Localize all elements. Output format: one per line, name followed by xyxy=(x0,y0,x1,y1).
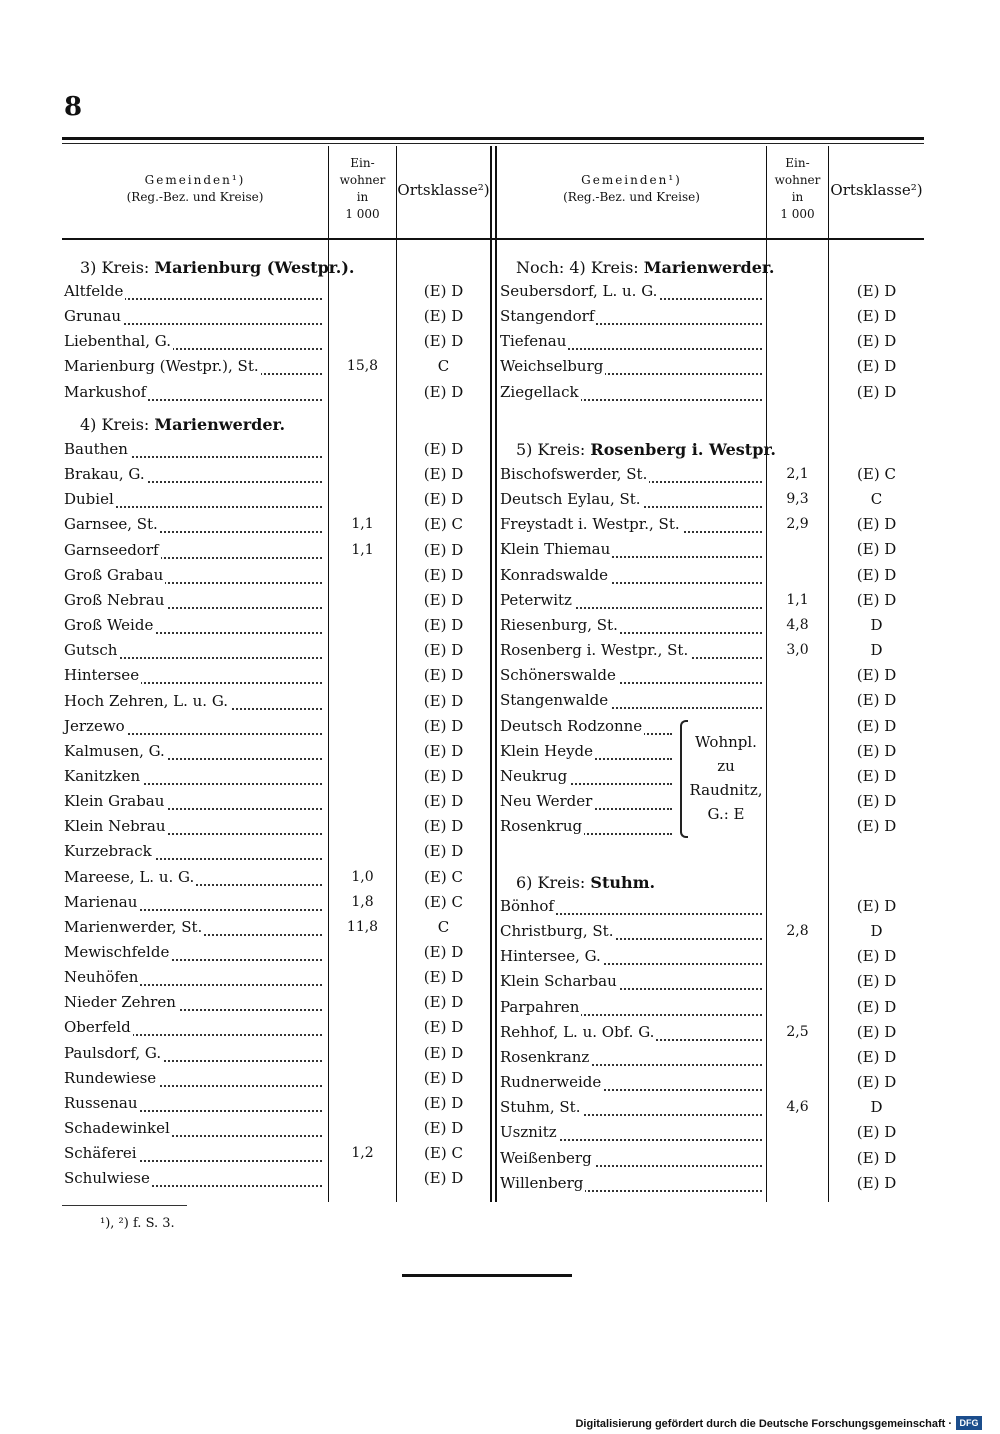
end-rule xyxy=(402,1274,572,1277)
footnote-rule xyxy=(62,1205,187,1206)
table-row xyxy=(64,440,490,462)
header-gemeinden-right: Gemeinden¹) (Reg.-Bez. und Kreise) xyxy=(563,173,700,204)
gemeinde-name: Neuhöfen xyxy=(64,968,139,986)
ortsklasse-value: (E) D xyxy=(856,897,897,915)
page-number: 8 xyxy=(64,92,83,122)
ortsklasse-value: (E) D xyxy=(856,591,897,609)
ortsklasse-value: (E) C xyxy=(857,465,896,483)
brace-note: Wohnpl. zu Raudnitz, G.: E xyxy=(689,733,763,823)
ortsklasse-value: (E) D xyxy=(856,1123,897,1141)
table-row xyxy=(64,1044,490,1066)
gemeinde-name: Weichselburg xyxy=(500,357,604,375)
table-row xyxy=(64,717,490,739)
gemeinde-name: Schönerswalde xyxy=(500,666,616,684)
einwohner-value: 1,1 xyxy=(351,542,374,558)
table-row xyxy=(64,666,490,688)
einwohner-value: 1,1 xyxy=(786,592,809,608)
table-row xyxy=(64,1119,490,1141)
gemeinde-name: Rosenkranz xyxy=(500,1048,590,1066)
ortsklasse-value: (E) D xyxy=(423,666,464,684)
gemeinde-name: Kalmusen, G. xyxy=(64,742,165,760)
gemeinde-name: Groß Weide xyxy=(64,616,154,634)
table-row xyxy=(500,566,924,588)
gemeinde-name: Seubersdorf, L. u. G. xyxy=(500,282,658,300)
ortsklasse-value: (E) D xyxy=(856,1149,897,1167)
einwohner-value: 1,1 xyxy=(351,516,374,532)
ortsklasse-value: (E) D xyxy=(856,307,897,325)
gemeinde-name: Rosenberg i. Westpr., St. xyxy=(500,641,689,659)
gemeinde-name: Klein Heyde xyxy=(500,742,594,760)
ortsklasse-value: (E) C xyxy=(424,868,463,886)
gemeinde-name: Kanitzken xyxy=(64,767,141,785)
ortsklasse-value: (E) D xyxy=(856,282,897,300)
ortsklasse-value: (E) D xyxy=(856,515,897,533)
ortsklasse-value: (E) D xyxy=(856,540,897,558)
table-row xyxy=(64,692,490,714)
gemeinde-name: Deutsch Rodzonne xyxy=(500,717,643,735)
gemeinde-name: Jerzewo xyxy=(64,717,125,735)
table-row xyxy=(64,893,490,915)
table-row xyxy=(64,616,490,638)
header-rule xyxy=(62,238,924,240)
ortsklasse-value: (E) D xyxy=(856,666,897,684)
table-row xyxy=(500,616,924,638)
einwohner-value: 4,6 xyxy=(786,1099,809,1115)
gemeinde-name: Schäferei xyxy=(64,1144,137,1162)
gemeinde-name: Paulsdorf, G. xyxy=(64,1044,162,1062)
einwohner-value: 2,5 xyxy=(786,1024,809,1040)
gemeinde-name: Stangendorf xyxy=(500,307,595,325)
gemeinde-name: Kurzebrack xyxy=(64,842,152,860)
ortsklasse-value: (E) D xyxy=(423,1169,464,1187)
ortsklasse-value: (E) D xyxy=(856,332,897,350)
top-rule xyxy=(62,137,924,140)
center-double-line xyxy=(490,146,492,1202)
table-row xyxy=(500,922,924,944)
table-row xyxy=(64,282,490,304)
gemeinde-name: Markushof xyxy=(64,383,147,401)
gemeinde-name: Mewischfelde xyxy=(64,943,170,961)
ortsklasse-value: (E) D xyxy=(423,742,464,760)
gemeinde-name: Bönhof xyxy=(500,897,554,915)
ortsklasse-value: (E) D xyxy=(423,717,464,735)
einwohner-value: 1,8 xyxy=(351,894,374,910)
table-row xyxy=(500,1123,924,1145)
table-row xyxy=(64,868,490,890)
ortsklasse-value: (E) D xyxy=(856,691,897,709)
gemeinde-name: Groß Nebrau xyxy=(64,591,165,609)
ortsklasse-value: (E) D xyxy=(423,792,464,810)
ortsklasse-value: (E) D xyxy=(423,641,464,659)
table-row xyxy=(500,332,924,354)
table-row xyxy=(64,307,490,329)
table-row xyxy=(500,1048,924,1070)
einwohner-value: 1,0 xyxy=(351,869,374,885)
table-row xyxy=(64,943,490,965)
table-row xyxy=(64,515,490,537)
gemeinde-name: Marienau xyxy=(64,893,138,911)
gemeinde-name: Willenberg xyxy=(500,1174,584,1192)
table-row xyxy=(64,357,490,379)
gemeinde-name: Dubiel xyxy=(64,490,114,508)
section-name: Stuhm. xyxy=(590,873,656,892)
section-prefix: Noch: 4) Kreis: xyxy=(516,258,644,277)
header-ortsklasse-left: Ortsklasse²) xyxy=(397,181,490,199)
gemeinde-name: Garnsee, St. xyxy=(64,515,158,533)
ortsklasse-value: (E) D xyxy=(856,1023,897,1041)
gemeinde-name: Altfelde xyxy=(64,282,124,300)
ortsklasse-value: C xyxy=(870,490,883,508)
ortsklasse-value: (E) D xyxy=(423,1069,464,1087)
ortsklasse-value: D xyxy=(870,616,883,634)
ortsklasse-value: (E) D xyxy=(423,490,464,508)
table-row xyxy=(500,465,924,487)
table-row xyxy=(500,666,924,688)
ortsklasse-value: (E) D xyxy=(423,465,464,483)
gemeinde-name: Konradswalde xyxy=(500,566,608,584)
table-row xyxy=(500,641,924,663)
table-row xyxy=(500,972,924,994)
ortsklasse-value: C xyxy=(437,918,450,936)
einwohner-value: 2,9 xyxy=(786,516,809,532)
einwohner-value: 1,2 xyxy=(351,1145,374,1161)
table-row xyxy=(500,540,924,562)
table-row xyxy=(64,1094,490,1116)
table-row xyxy=(500,691,924,713)
gemeinde-name: Hintersee, G. xyxy=(500,947,601,965)
gemeinde-name: Hintersee xyxy=(64,666,140,684)
table-row xyxy=(64,918,490,940)
table-row xyxy=(64,490,490,512)
table-row xyxy=(500,307,924,329)
section-title xyxy=(516,440,776,459)
center-double-line xyxy=(495,146,497,1202)
gemeinde-name: Rehhof, L. u. Obf. G. xyxy=(500,1023,655,1041)
ortsklasse-value: (E) D xyxy=(856,1174,897,1192)
table-row xyxy=(500,1174,924,1196)
table-row xyxy=(64,1018,490,1040)
gemeinde-name: Stuhm, St. xyxy=(500,1098,581,1116)
table-row xyxy=(64,742,490,764)
gemeinde-name: Deutsch Eylau, St. xyxy=(500,490,641,508)
einwohner-value: 9,3 xyxy=(786,491,809,507)
table-row xyxy=(64,842,490,864)
table-row xyxy=(64,1144,490,1166)
table-row xyxy=(500,897,924,919)
ortsklasse-value: (E) D xyxy=(423,1044,464,1062)
ortsklasse-value: (E) D xyxy=(423,566,464,584)
gemeinde-name: Usznitz xyxy=(500,1123,557,1141)
einwohner-value: 11,8 xyxy=(346,919,379,935)
ortsklasse-value: (E) D xyxy=(856,383,897,401)
gemeinde-name: Groß Grabau xyxy=(64,566,164,584)
ortsklasse-value: (E) D xyxy=(423,440,464,458)
table-row xyxy=(500,357,924,379)
gemeinde-name: Liebenthal, G. xyxy=(64,332,171,350)
section-title xyxy=(80,415,285,434)
gemeinde-name: Riesenburg, St. xyxy=(500,616,618,634)
table-row xyxy=(64,1169,490,1191)
table-row xyxy=(500,1149,924,1171)
gemeinde-name: Oberfeld xyxy=(64,1018,131,1036)
gemeinde-name: Rosenkrug xyxy=(500,817,583,835)
table-row xyxy=(64,383,490,405)
gemeinde-name: Marienburg (Westpr.), St. xyxy=(64,357,259,375)
gemeinde-name: Mareese, L. u. G. xyxy=(64,868,195,886)
einwohner-value: 2,1 xyxy=(786,466,809,482)
ortsklasse-value: (E) D xyxy=(423,1119,464,1137)
gemeinde-name: Rundewiese xyxy=(64,1069,157,1087)
gemeinde-name: Weißenberg xyxy=(500,1149,592,1167)
ortsklasse-value: (E) D xyxy=(423,307,464,325)
ortsklasse-value: (E) D xyxy=(856,998,897,1016)
gemeinde-name: Bischofswerder, St. xyxy=(500,465,648,483)
gemeinde-name: Klein Scharbau xyxy=(500,972,617,990)
gemeinde-name: Grunau xyxy=(64,307,122,325)
table-row xyxy=(64,968,490,990)
ortsklasse-value: (E) D xyxy=(423,943,464,961)
ortsklasse-value: D xyxy=(870,922,883,940)
table-row xyxy=(500,515,924,537)
ortsklasse-value: (E) D xyxy=(423,767,464,785)
gemeinde-name: Ziegellack xyxy=(500,383,579,401)
ortsklasse-value: (E) D xyxy=(423,282,464,300)
header-einwohner-left: Ein- wohner in 1 000 xyxy=(339,156,386,221)
header-ortsklasse-right: Ortsklasse²) xyxy=(830,181,923,199)
footnote: ¹), ²) f. S. 3. xyxy=(100,1216,175,1231)
einwohner-value: 15,8 xyxy=(346,358,379,374)
table-row xyxy=(500,998,924,1020)
ortsklasse-value: (E) D xyxy=(856,742,897,760)
gemeinde-name: Schulwiese xyxy=(64,1169,150,1187)
einwohner-value: 4,8 xyxy=(786,617,809,633)
dfg-logo: DFG xyxy=(956,1416,982,1430)
table-row xyxy=(500,383,924,405)
table-row xyxy=(500,591,924,613)
ortsklasse-value: (E) D xyxy=(423,842,464,860)
ortsklasse-value: C xyxy=(437,357,450,375)
ortsklasse-value: D xyxy=(870,641,883,659)
ortsklasse-value: (E) D xyxy=(856,566,897,584)
ortsklasse-value: (E) D xyxy=(856,947,897,965)
header-gemeinden-left: Gemeinden¹) (Reg.-Bez. und Kreise) xyxy=(126,173,264,204)
gemeinde-name: Nieder Zehren xyxy=(64,993,176,1011)
table-row xyxy=(500,490,924,512)
gemeinde-name: Stangenwalde xyxy=(500,691,609,709)
einwohner-value: 2,8 xyxy=(786,923,809,939)
ortsklasse-value: (E) D xyxy=(423,692,464,710)
gemeinde-name: Brakau, G. xyxy=(64,465,145,483)
table-row xyxy=(64,817,490,839)
ortsklasse-value: (E) D xyxy=(423,541,464,559)
credit-line: Digitalisierung gefördert durch die Deutsche Forschungsgemeinschaft · xyxy=(575,1418,952,1430)
ortsklasse-value: (E) D xyxy=(856,792,897,810)
gemeinde-name: Peterwitz xyxy=(500,591,572,609)
ortsklasse-value: (E) C xyxy=(424,1144,463,1162)
top-rule-thin xyxy=(62,143,924,144)
ortsklasse-value: (E) D xyxy=(423,1094,464,1112)
gemeinde-name: Parpahren xyxy=(500,998,580,1016)
section-prefix: 5) Kreis: xyxy=(516,440,591,459)
gemeinde-name: Klein Grabau xyxy=(64,792,165,810)
gemeinde-name: Freystadt i. Westpr., St. xyxy=(500,515,680,533)
ortsklasse-value: (E) D xyxy=(423,1018,464,1036)
ortsklasse-value: (E) D xyxy=(423,616,464,634)
section-name: Marienwerder. xyxy=(643,258,775,277)
ortsklasse-value: (E) D xyxy=(856,817,897,835)
ortsklasse-value: (E) D xyxy=(856,1073,897,1091)
table-row xyxy=(64,465,490,487)
ortsklasse-value: (E) D xyxy=(423,591,464,609)
ortsklasse-value: (E) D xyxy=(856,1048,897,1066)
section-title xyxy=(516,258,774,277)
section-prefix: 6) Kreis: xyxy=(516,873,591,892)
table-row xyxy=(500,1098,924,1120)
table-row xyxy=(64,767,490,789)
section-name: Marienwerder. xyxy=(154,415,286,434)
table-row xyxy=(64,566,490,588)
section-title xyxy=(80,258,354,277)
gemeinde-name: Marienwerder, St. xyxy=(64,918,203,936)
table-row xyxy=(500,1073,924,1095)
ortsklasse-value: (E) D xyxy=(423,817,464,835)
table-row xyxy=(64,591,490,613)
table-row xyxy=(64,792,490,814)
section-prefix: 4) Kreis: xyxy=(80,415,155,434)
gemeinde-name: Christburg, St. xyxy=(500,922,614,940)
gemeinde-name: Bauthen xyxy=(64,440,128,458)
table-row xyxy=(500,282,924,304)
table-row xyxy=(64,1069,490,1091)
ortsklasse-value: (E) D xyxy=(856,972,897,990)
table-row xyxy=(64,541,490,563)
gemeinde-name: Hoch Zehren, L. u. G. xyxy=(64,692,229,710)
gemeinde-name: Klein Thiemau xyxy=(500,540,611,558)
gemeinde-name: Gutsch xyxy=(64,641,118,659)
ortsklasse-value: (E) C xyxy=(424,893,463,911)
gemeinde-name: Neukrug xyxy=(500,767,568,785)
section-name: Marienburg (Westpr.). xyxy=(154,258,355,277)
ortsklasse-value: (E) D xyxy=(423,383,464,401)
section-name: Rosenberg i. Westpr. xyxy=(590,440,776,459)
ortsklasse-value: (E) C xyxy=(424,515,463,533)
table-row xyxy=(64,332,490,354)
gemeinde-name: Neu Werder xyxy=(500,792,593,810)
table-row xyxy=(500,1023,924,1045)
ortsklasse-value: (E) D xyxy=(423,332,464,350)
gemeinde-name: Rudnerweide xyxy=(500,1073,602,1091)
ortsklasse-value: (E) D xyxy=(423,993,464,1011)
gemeinde-name: Russenau xyxy=(64,1094,138,1112)
gemeinde-name: Schadewinkel xyxy=(64,1119,170,1137)
ortsklasse-value: (E) D xyxy=(856,767,897,785)
einwohner-value: 3,0 xyxy=(786,642,809,658)
table-row xyxy=(64,993,490,1015)
ortsklasse-value: D xyxy=(870,1098,883,1116)
table-row xyxy=(500,947,924,969)
section-prefix: 3) Kreis: xyxy=(80,258,155,277)
gemeinde-name: Garnseedorf xyxy=(64,541,159,559)
gemeinde-name: Klein Nebrau xyxy=(64,817,166,835)
section-title xyxy=(516,873,655,892)
ortsklasse-value: (E) D xyxy=(856,357,897,375)
table-row xyxy=(64,641,490,663)
header-einwohner-right: Ein- wohner in 1 000 xyxy=(774,156,821,221)
gemeinde-name: Tiefenau xyxy=(500,332,567,350)
ortsklasse-value: (E) D xyxy=(856,717,897,735)
ortsklasse-value: (E) D xyxy=(423,968,464,986)
